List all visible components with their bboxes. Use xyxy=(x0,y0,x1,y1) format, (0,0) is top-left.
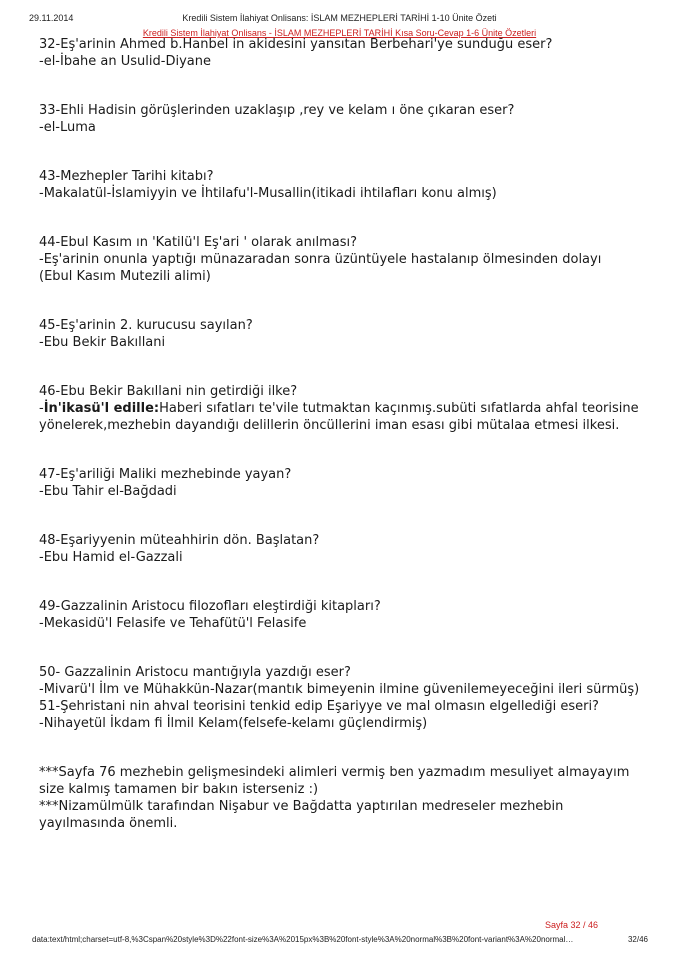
page-counter: Sayfa 32 / 46 xyxy=(544,920,598,930)
footer-url: data:text/html;charset=utf-8,%3Cspan%20style%3D%22font-size%3A%2015px%3B%20font-style%3A%20normal%3B%20font-variant%3A%20normal… xyxy=(32,935,574,944)
print-title: Kredili Sistem İlahiyat Onlisans: İSLAM MEZHEPLERİ TARİHİ 1-10 Ünite Özeti xyxy=(182,13,497,23)
qa-item-49 xyxy=(39,598,649,632)
note: ***Nizamülmülk tarafından Nişabur ve Bağdatta yaptırılan medreseler mezhebin yayılmasında önemli. xyxy=(39,799,564,831)
qa-item-50-51 xyxy=(39,664,649,732)
answer: -Ebu Tahir el-Bağdadi xyxy=(39,484,177,499)
question: 45-Eş'arinin 2. kurucusu sayılan? xyxy=(39,318,253,333)
question: 43-Mezhepler Tarihi kitabı? xyxy=(39,169,214,184)
answer-prefix: - xyxy=(39,401,44,416)
qa-item-46 xyxy=(39,383,649,434)
question: 50- Gazzalinin Aristocu mantığıyla yazdığı eser? xyxy=(39,665,351,680)
answer: -Ebu Hamid el-Gazzali xyxy=(39,550,183,565)
answer: -Makalatül-İslamiyyin ve İhtilafu'l-Musallin(itikadi ihtilafları konu almış) xyxy=(39,186,497,201)
answer: -Mivarü'l İlm ve Mühakkün-Nazar(mantık bimeyenin ilmine güvenilemeyeceğini ileri sürmüş) xyxy=(39,682,640,697)
answer-term: İn'ikasü'l edille: xyxy=(43,401,160,416)
answer-note: (Ebul Kasım Mutezili alimi) xyxy=(39,269,211,284)
answer-text: Haberi sıfatları te'vile tutmaktan kaçınmış.subüti sıfatlarda ahfal teorisine yönelerek,mezhebin dayandığı delillerin öncüllerini iman esası gibi mütalaa etmesi ilkesi. xyxy=(39,401,639,433)
question: 44-Ebul Kasım ın 'Katilü'l Eş'ari ' olarak anılması? xyxy=(39,235,357,250)
question: 46-Ebu Bekir Bakıllani nin getirdiği ilke? xyxy=(39,384,298,399)
notes xyxy=(39,764,649,832)
question: 47-Eş'ariliği Maliki mezhebinde yayan? xyxy=(39,467,292,482)
answer: -Eş'arinin onunla yaptığı münazaradan sonra üzüntüyele hastalanıp ölmesinden dolayı xyxy=(39,252,602,267)
note: ***Sayfa 76 mezhebin gelişmesindeki alimleri vermiş ben yazmadım mesuliyet almayayım size kalmış tamamen bir bakın isterseniz :) xyxy=(39,765,630,797)
question: 51-Şehristani nin ahval teorisini tenkid edip Eşariyye ve mal olmasın elgellediği eseri? xyxy=(39,699,599,714)
page-link[interactable]: Kredili Sistem İlahiyat Onlisans - İSLAM MEZHEPLERİ TARİHİ Kısa Soru-Cevap 1-6 Ünite Özetleri xyxy=(142,28,537,38)
qa-item-43 xyxy=(39,168,649,202)
question: 48-Eşariyyenin müteahhirin dön. Başlatan? xyxy=(39,533,320,548)
answer: -Mekasidü'l Felasife ve Tehafütü'l Felasife xyxy=(39,616,307,631)
answer: -el-Luma xyxy=(39,120,96,135)
answer xyxy=(39,400,649,434)
qa-item-33 xyxy=(39,102,649,136)
document-content xyxy=(39,36,649,832)
qa-item-45 xyxy=(39,317,649,351)
answer: -Nihayetül İkdam fi İlmil Kelam(felsefe-kelamı güçlendirmiş) xyxy=(39,716,428,731)
qa-item-32 xyxy=(39,36,649,70)
qa-item-48 xyxy=(39,532,649,566)
answer: -Ebu Bekir Bakıllani xyxy=(39,335,166,350)
answer: -el-İbahe an Usulid-Diyane xyxy=(39,54,211,69)
question: 33-Ehli Hadisin görüşlerinden uzaklaşıp ,rey ve kelam ı öne çıkaran eser? xyxy=(39,103,515,118)
qa-item-44 xyxy=(39,234,649,285)
question: 32-Eş'arinin Ahmed b.Hanbel in akidesini yansıtan Berbehari'ye sunduğu eser? xyxy=(39,37,553,52)
question: 49-Gazzalinin Aristocu filozofları eleştirdiği kitapları? xyxy=(39,599,381,614)
qa-item-47 xyxy=(39,466,649,500)
footer-page-number: 32/46 xyxy=(627,935,648,944)
print-date: 29.11.2014 xyxy=(29,13,74,23)
